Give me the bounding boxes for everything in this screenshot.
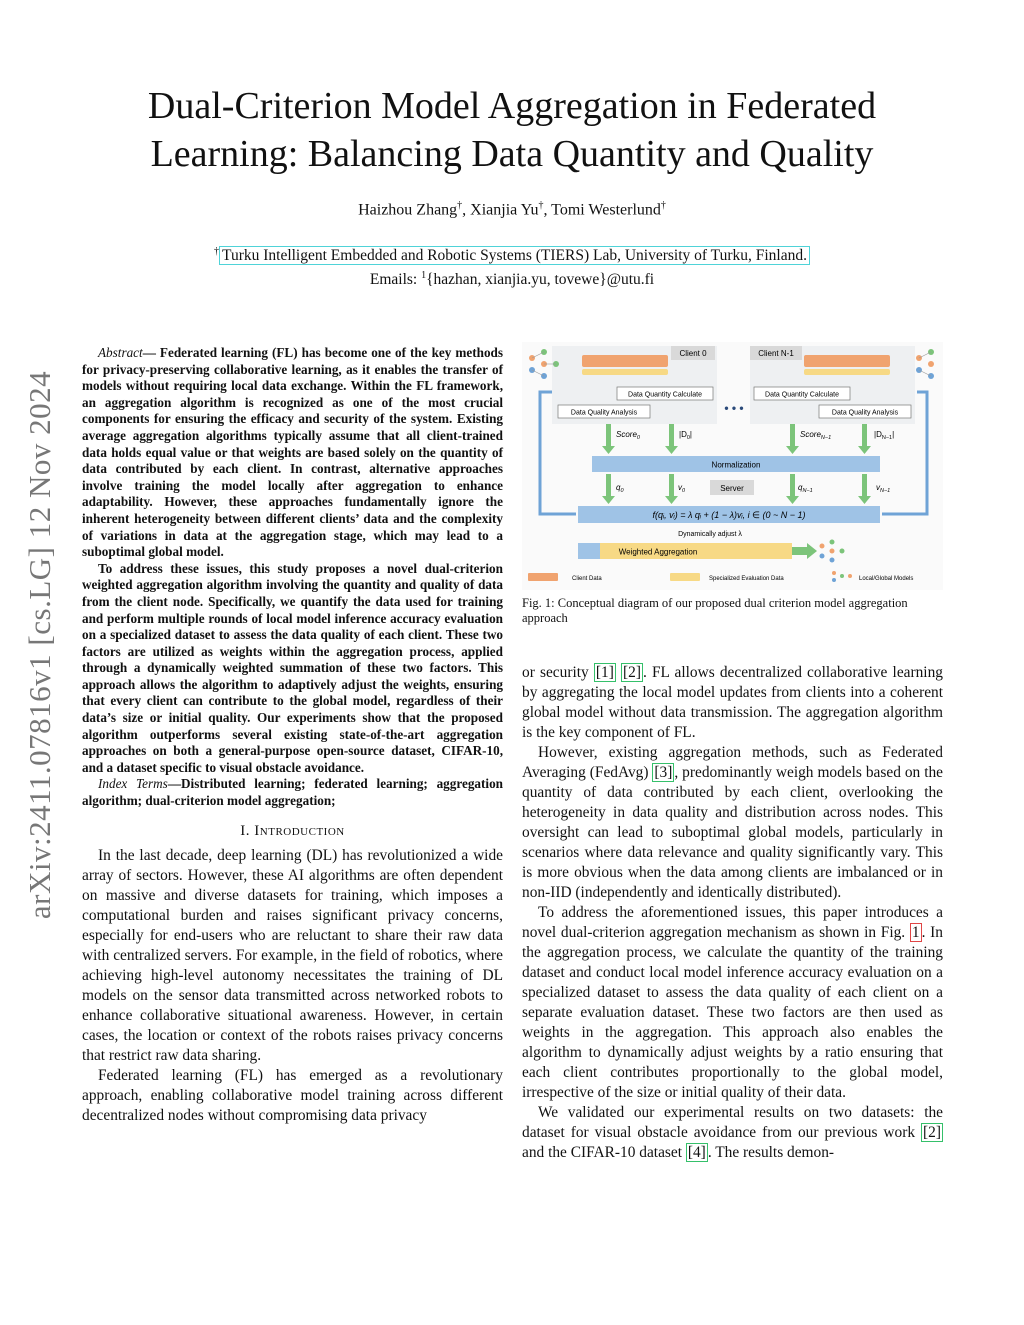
legend-eval-swatch bbox=[670, 573, 700, 581]
v-0: $v_0$ bbox=[678, 483, 686, 494]
author-name: Tomi Westerlund bbox=[551, 201, 661, 219]
section-title: Introduction bbox=[254, 822, 345, 839]
d-n: $|D_{N-1}|$ bbox=[874, 430, 895, 441]
abstract bbox=[82, 345, 503, 810]
author-sep: , bbox=[543, 201, 552, 219]
right-paragraph-2: However, existing aggregation methods, such as Federated Averaging (FedAvg) [3] , predominantly weigh models based on the quantity of data contributed by each client, overlooking the heterogeneity in data quality and distribution across nodes. This oversight can lead to suboptimal global models, particularly in scenarios where data relevance and quality significantly vary. This is more obvious when the data among clients are imbalanced or in non-IID (independently and identically distributed). bbox=[522, 744, 943, 901]
client-n-data bbox=[804, 355, 890, 367]
affiliation-block bbox=[80, 242, 944, 290]
arxiv-stamp bbox=[10, 345, 70, 945]
dynamic-label: Dynamically adjust λ bbox=[678, 531, 742, 538]
author-name: Haizhou Zhang bbox=[358, 201, 458, 219]
author-list bbox=[80, 200, 944, 219]
title-line-2: Learning: Balancing Data Quantity and Quality bbox=[150, 133, 874, 175]
dq-analysis-label-0: Data Quality Analysis bbox=[570, 409, 638, 417]
dq-analysis-label-n: Data Quality Analysis bbox=[831, 409, 899, 417]
citation-link[interactable]: [3] bbox=[654, 764, 673, 781]
right-column bbox=[522, 663, 943, 1163]
figure-ref-link[interactable]: 1 bbox=[911, 924, 920, 941]
abstract-p2: To address these issues, this study proposes a novel dual-criterion weighted aggregation algorithm involving the quantity and quality of data from the client node. Specifically, we quantify the data used for training and perform multiple rounds of local model inference accuracy evaluation on a specialized dataset to assess the data quality of each client. These two factors are utilized as weights within the aggregation process, applied through a dynamically weighted summation of these two factors. This approach allows the algorithm to adaptively adjust the weights, ensuring that every client can contribute to the global model, regardless of their data’s size or initial quality. Our experiments show that the proposed algorithm outperforms several existing state-of-the-art aggregation approaches on both a general-purpose open-source dataset, CIFAR-10, and a dataset specific to visual obstacle avoidance. bbox=[82, 560, 503, 775]
citation-link[interactable]: [1] bbox=[595, 664, 614, 681]
citation-link[interactable]: [4] bbox=[687, 1144, 706, 1161]
score-n: Score$_{N-1}$ bbox=[800, 430, 832, 441]
client-n-eval-data bbox=[804, 369, 890, 375]
author-name: Xianjia Yu bbox=[470, 201, 539, 219]
author-mark: † bbox=[660, 200, 666, 211]
abstract-label: Abstract bbox=[98, 345, 143, 360]
paper-title bbox=[80, 82, 944, 178]
dq-calc-label-n: Data Quantity Calculate bbox=[765, 391, 839, 399]
intro-paragraph-1: In the last decade, deep learning (DL) has revolutionized a wide array of sectors. However, these AI algorithms are often dependent on massive and diverse datasets for training, which imposes a computational burden and raises significant privacy concerns, especially for end-users who are reluctant to share their raw data with centralized servers. For example, in the field of robotics, where achieving high-level autonomy necessitates the training of DL models on the sensor data transmitted across networked robots to enhance collaborative situational awareness. However, in certain cases, the location or context of the robots raises privacy concerns that restrict raw data sharing. bbox=[82, 846, 503, 1064]
server-label: Server bbox=[720, 484, 744, 493]
legend-client-swatch bbox=[528, 573, 558, 581]
affiliation-mark: † bbox=[214, 246, 220, 257]
author-mark: † bbox=[457, 200, 463, 211]
figure-diagram bbox=[522, 342, 943, 590]
author-mark: † bbox=[538, 200, 544, 211]
legend-models-label: Local/Global Models bbox=[859, 576, 914, 582]
q-0: $q_0$ bbox=[616, 483, 624, 494]
v-n: $v_{N-1}$ bbox=[876, 483, 891, 494]
weighted-aggregation-label: Weighted Aggregation bbox=[618, 547, 698, 557]
emails: {hazhan, xianjia.yu, tovewe}@utu.fi bbox=[426, 271, 655, 289]
client-0-eval-data bbox=[582, 369, 668, 375]
title-line-1: Dual-Criterion Model Aggregation in Federated bbox=[147, 85, 877, 127]
author-sep: , bbox=[462, 201, 471, 219]
left-column bbox=[82, 345, 503, 1126]
legend-client-label: Client Data bbox=[572, 576, 602, 582]
figure-caption bbox=[522, 596, 943, 626]
client-0-data bbox=[582, 355, 668, 367]
citation-link[interactable]: [2] bbox=[623, 664, 641, 681]
figure-1 bbox=[522, 342, 943, 590]
right-paragraph-3: To address the aforementioned issues, this paper introduces a novel dual-criterion aggregation mechanism as shown in Fig. 1 . In the aggregation process, we calculate the quantity of the training dataset and conduct local model inference accuracy evaluation on a specialized dataset to assess the data quality of each client on a separate evaluation dataset. These two factors are then used as weights in the aggregation. This approach also enables the algorithm to dynamically adjust weights by a ratio ensuring that each client contributes proportionally to the global model, irrespective of the size or initial quality of their data. bbox=[522, 904, 943, 1101]
client-n-label: Client N-1 bbox=[758, 349, 794, 358]
d-0: $|D_0|$ bbox=[679, 430, 692, 441]
intro-paragraph-2: Federated learning (FL) has emerged as a revolutionary approach, enabling collaborative model training across different decentralized nodes without compromising data privacy bbox=[82, 1066, 503, 1124]
abstract-dash: — bbox=[142, 345, 160, 360]
index-terms-label: Index Terms bbox=[98, 776, 168, 792]
client-ellipsis: • • • bbox=[724, 401, 744, 415]
emails-label: Emails: bbox=[369, 271, 422, 289]
caption-label: Fig. 1: bbox=[522, 596, 558, 610]
emails-mark: 1 bbox=[421, 270, 427, 282]
legend-eval-label: Specialized Evaluation Data bbox=[709, 576, 784, 582]
right-paragraph-4: We validated our experimental results on two datasets: the dataset for visual obstacle avoidance from our previous work [2] and the CIFAR-10 dataset [4] . The results demon- bbox=[522, 1104, 943, 1161]
affiliation-link[interactable]: Turku Intelligent Embedded and Robotic Systems (TIERS) Lab, University of Turku, Finland. bbox=[219, 246, 810, 265]
aggregation-formula: f(qᵢ, vᵢ) = λ qᵢ + (1 − λ)vᵢ, i ∈ (0 ~ N − 1) bbox=[652, 510, 806, 520]
index-terms: —Distributed learning; federated learning; aggregation algorithm; dual-criterion model aggregation; bbox=[82, 776, 503, 809]
score-0: Score$_0$ bbox=[616, 430, 640, 441]
arxiv-id: arXiv:2411.07816v1 [cs.LG] 12 Nov 2024 bbox=[22, 370, 57, 920]
caption-text: Conceptual diagram of our proposed dual criterion model aggregation approach bbox=[522, 596, 908, 625]
client-0-label: Client 0 bbox=[679, 349, 707, 358]
citation-link[interactable]: [2] bbox=[923, 1124, 941, 1141]
q-n: $q_{N-1}$ bbox=[798, 483, 813, 494]
abstract-p1: Federated learning (FL) has become one of the key methods for privacy-preserving collaborative learning, as it enables the transfer of models without requiring local data exchange. Within the FL framework, an aggregation algorithm is recognized as one of the most crucial components for ensuring the efficacy and security of the system. Existing average aggregation algorithms typically assume that all client-trained data holds equal value or that weights are based solely on the quantity of data contributed by each client. In contrast, alternative approaches involve training the model locally after aggregation to enhance adaptability. However, these approaches fundamentally ignore the inherent heterogeneity between different clients’ data and the complexity of variations in data at the aggregation stage, which may lead to a suboptimal global model. bbox=[82, 345, 504, 560]
dq-calc-label-0: Data Quantity Calculate bbox=[628, 391, 702, 399]
section-heading bbox=[82, 823, 503, 840]
right-paragraph-1: or security [1] [2] . FL allows decentralized collaborative learning by aggregating the local model updates from clients into a coherent global model without data transmission. The aggregation algorithm is the key component of FL. bbox=[522, 664, 943, 741]
weighted-aggregation-accent bbox=[578, 543, 600, 559]
section-number: I. bbox=[240, 822, 255, 839]
normalization-label: Normalization bbox=[711, 460, 761, 470]
